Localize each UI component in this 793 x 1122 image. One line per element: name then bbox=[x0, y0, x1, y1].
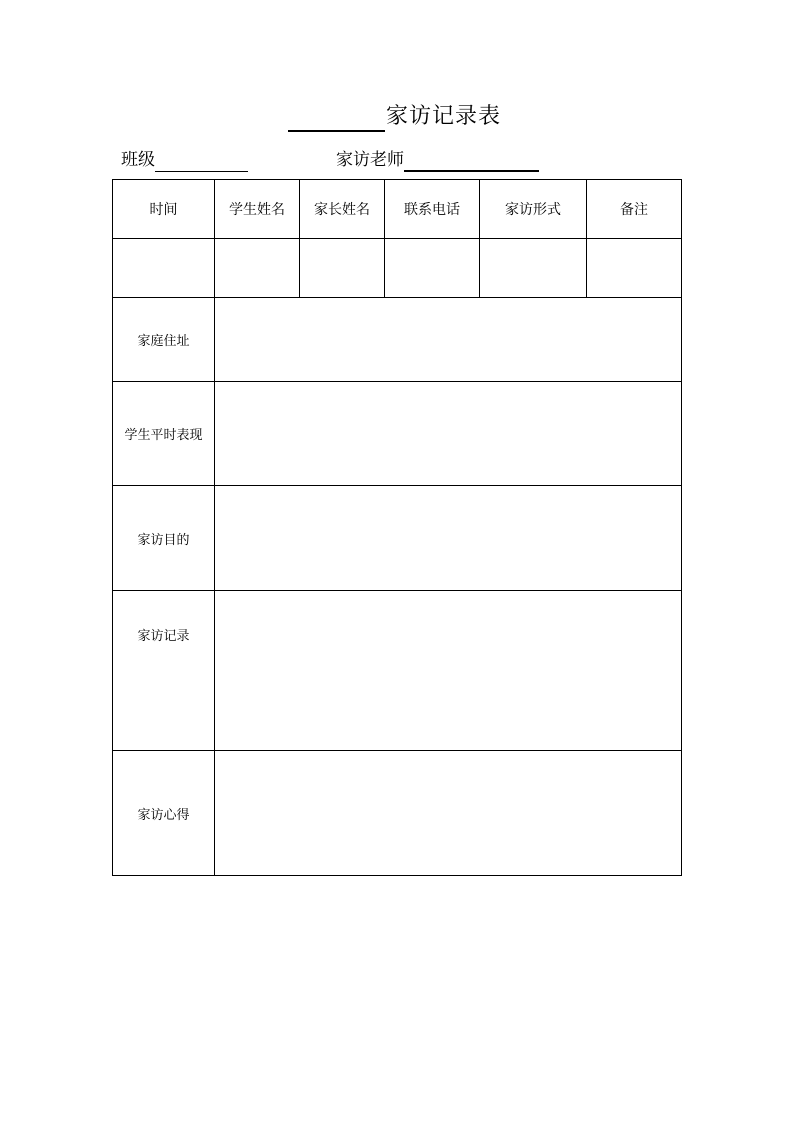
header-remarks: 备注 bbox=[587, 180, 682, 239]
header-phone: 联系电话 bbox=[385, 180, 480, 239]
row-label-purpose: 家访目的 bbox=[113, 486, 215, 591]
table-row bbox=[113, 382, 682, 486]
row-label-address: 家庭住址 bbox=[113, 298, 215, 382]
row-label-performance: 学生平时表现 bbox=[113, 382, 215, 486]
teacher-blank-line[interactable] bbox=[404, 148, 539, 172]
table-row bbox=[113, 486, 682, 591]
table-row bbox=[113, 298, 682, 382]
table-row bbox=[113, 239, 682, 298]
table-header-row bbox=[113, 180, 682, 239]
visit-record-table bbox=[112, 179, 682, 876]
cell-reflection[interactable] bbox=[215, 751, 682, 876]
cell-purpose[interactable] bbox=[215, 486, 682, 591]
row-label-record: 家访记录 bbox=[113, 591, 215, 751]
cell-parent-name[interactable] bbox=[300, 239, 385, 298]
table-row bbox=[113, 591, 682, 751]
header-student-name: 学生姓名 bbox=[215, 180, 300, 239]
cell-time[interactable] bbox=[113, 239, 215, 298]
class-field bbox=[121, 146, 248, 172]
row-label-reflection: 家访心得 bbox=[113, 751, 215, 876]
header-parent-name: 家长姓名 bbox=[300, 180, 385, 239]
class-blank-line[interactable] bbox=[155, 149, 248, 172]
teacher-field bbox=[336, 146, 539, 172]
cell-record[interactable] bbox=[215, 591, 682, 751]
cell-phone[interactable] bbox=[385, 239, 480, 298]
header-visit-form: 家访形式 bbox=[480, 180, 587, 239]
header-time: 时间 bbox=[113, 180, 215, 239]
class-label: 班级 bbox=[121, 150, 155, 170]
cell-address[interactable] bbox=[215, 298, 682, 382]
form-title bbox=[288, 100, 501, 132]
teacher-label: 家访老师 bbox=[336, 150, 404, 170]
table-row bbox=[113, 751, 682, 876]
title-blank-line[interactable] bbox=[288, 102, 385, 132]
cell-student-name[interactable] bbox=[215, 239, 300, 298]
cell-performance[interactable] bbox=[215, 382, 682, 486]
cell-visit-form[interactable] bbox=[480, 239, 587, 298]
form-title-text: 家访记录表 bbox=[386, 104, 502, 129]
cell-remarks[interactable] bbox=[587, 239, 682, 298]
